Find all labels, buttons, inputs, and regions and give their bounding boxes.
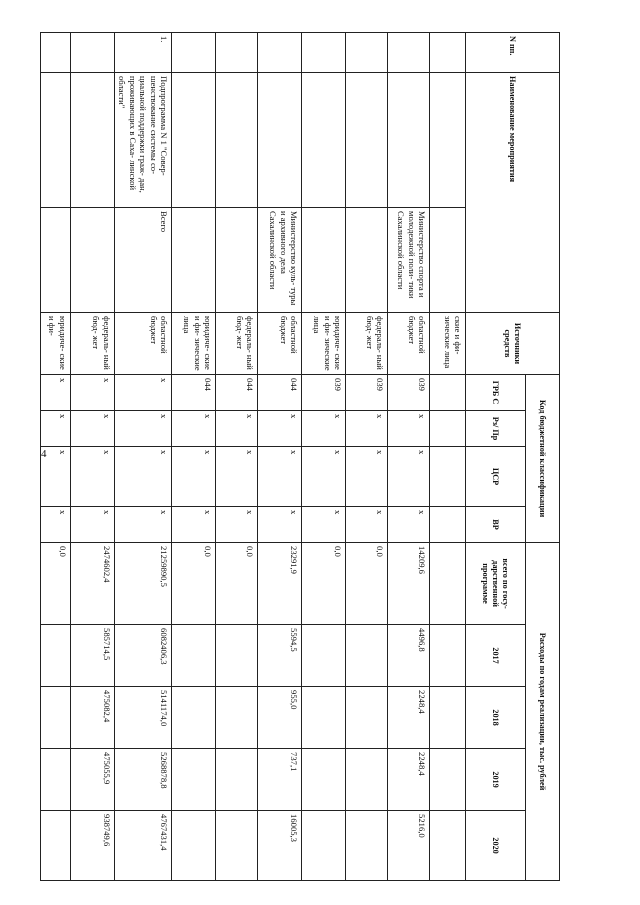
cell-name <box>346 73 388 208</box>
cell-source: областной бюджет <box>258 313 302 375</box>
cell-org <box>430 208 466 313</box>
cell-2019 <box>302 749 346 811</box>
cell-rzpr: х <box>172 411 216 447</box>
cell-name <box>258 73 302 208</box>
cell-rzpr: х <box>216 411 258 447</box>
cell-2020: 4767431,4 <box>114 811 171 881</box>
cell-org <box>216 208 258 313</box>
table-row <box>172 33 216 881</box>
cell-2017 <box>346 625 388 687</box>
cell-2018: 955,0 <box>258 687 302 749</box>
cell-2017: 6082406,3 <box>114 625 171 687</box>
header-2018: 2018 <box>466 687 526 749</box>
page-number: 4 <box>41 448 47 460</box>
cell-grbs: х <box>114 375 171 411</box>
cell-vr: х <box>346 507 388 543</box>
table-row <box>430 33 466 881</box>
cell-total: 0,0 <box>216 543 258 625</box>
cell-source: ские и фи- зические лица <box>430 313 466 375</box>
cell-vr: х <box>302 507 346 543</box>
cell-rzpr: х <box>302 411 346 447</box>
cell-grbs <box>430 375 466 411</box>
cell-2019 <box>430 749 466 811</box>
cell-csr: х <box>114 447 171 507</box>
table-row <box>114 33 171 881</box>
cell-num <box>70 33 114 73</box>
header-2020: 2020 <box>466 811 526 881</box>
cell-source: юридиче- ские и фи- зические лица <box>302 313 346 375</box>
cell-csr: х <box>216 447 258 507</box>
cell-num <box>346 33 388 73</box>
cell-org <box>70 208 114 313</box>
cell-rzpr: х <box>258 411 302 447</box>
cell-2020: 16005,3 <box>258 811 302 881</box>
cell-2017 <box>302 625 346 687</box>
cell-num <box>172 33 216 73</box>
cell-grbs: 039 <box>388 375 430 411</box>
cell-csr: х <box>40 447 70 507</box>
header-expenses: Расходы по годам реализации, тыс. рублей <box>526 543 560 881</box>
table-row <box>70 33 114 881</box>
budget-table <box>40 32 560 881</box>
cell-org <box>346 208 388 313</box>
cell-total: 2474602,4 <box>70 543 114 625</box>
cell-vr: х <box>388 507 430 543</box>
cell-2020 <box>430 811 466 881</box>
cell-source: федераль- ный бюд- жет <box>216 313 258 375</box>
table-row <box>40 33 70 881</box>
header-rzpr: Рз/ Пр <box>466 411 526 447</box>
cell-source: юридиче- ские и фи- зические лица <box>172 313 216 375</box>
cell-name <box>430 73 466 208</box>
cell-2020 <box>216 811 258 881</box>
cell-vr: х <box>114 507 171 543</box>
cell-org: Министерство куль- туры и архивного дела Сахалинской области <box>258 208 302 313</box>
cell-num <box>430 33 466 73</box>
cell-vr: х <box>258 507 302 543</box>
cell-total: 23291,9 <box>258 543 302 625</box>
cell-vr: х <box>70 507 114 543</box>
cell-org: Всего <box>114 208 171 313</box>
cell-total: 0,0 <box>172 543 216 625</box>
cell-2019 <box>172 749 216 811</box>
cell-num <box>258 33 302 73</box>
cell-2018: 475082,4 <box>70 687 114 749</box>
cell-total: 0,0 <box>346 543 388 625</box>
cell-2019 <box>216 749 258 811</box>
cell-total <box>430 543 466 625</box>
cell-grbs: 044 <box>172 375 216 411</box>
cell-org <box>302 208 346 313</box>
cell-2017 <box>40 625 70 687</box>
cell-2017: 585714,5 <box>70 625 114 687</box>
cell-source: областной бюджет <box>114 313 171 375</box>
header-vr: ВР <box>466 507 526 543</box>
cell-num: 1. <box>114 33 171 73</box>
cell-total: 0,0 <box>40 543 70 625</box>
header-budget-code: Код бюджетной классификации <box>526 375 560 543</box>
cell-org <box>172 208 216 313</box>
table-row <box>258 33 302 881</box>
cell-name <box>172 73 216 208</box>
cell-name: Подпрограмма N 1 "Совер- шенствование системы со- циальной поддержки граж- дан, проживающих в Саха- линской области" <box>114 73 171 208</box>
cell-name <box>302 73 346 208</box>
cell-grbs: 044 <box>216 375 258 411</box>
cell-grbs: 039 <box>346 375 388 411</box>
cell-2019: 737,1 <box>258 749 302 811</box>
cell-name <box>70 73 114 208</box>
cell-name <box>40 73 70 208</box>
cell-2017 <box>430 625 466 687</box>
cell-rzpr: х <box>346 411 388 447</box>
cell-num <box>388 33 430 73</box>
table-row <box>216 33 258 881</box>
cell-rzpr: х <box>114 411 171 447</box>
cell-2020 <box>346 811 388 881</box>
cell-2020: 938749,6 <box>70 811 114 881</box>
cell-2018 <box>346 687 388 749</box>
cell-2018 <box>40 687 70 749</box>
header-source: Источники средств <box>466 313 560 375</box>
header-2019: 2019 <box>466 749 526 811</box>
cell-2018: 2248,4 <box>388 687 430 749</box>
cell-2020 <box>302 811 346 881</box>
cell-2020 <box>40 811 70 881</box>
cell-2018 <box>302 687 346 749</box>
cell-source: областной бюджет <box>388 313 430 375</box>
cell-num <box>216 33 258 73</box>
cell-2017 <box>216 625 258 687</box>
cell-grbs: х <box>70 375 114 411</box>
cell-rzpr: х <box>70 411 114 447</box>
cell-total: 0,0 <box>302 543 346 625</box>
cell-2017: 5594,5 <box>258 625 302 687</box>
header-grbs: ГРБ С <box>466 375 526 411</box>
cell-2019: 2248,4 <box>388 749 430 811</box>
cell-vr: х <box>216 507 258 543</box>
cell-source: юридиче- ские и фи- <box>40 313 70 375</box>
cell-rzpr <box>430 411 466 447</box>
cell-total: 21259890,5 <box>114 543 171 625</box>
header-2017: 2017 <box>466 625 526 687</box>
cell-total: 14209,6 <box>388 543 430 625</box>
cell-csr: х <box>346 447 388 507</box>
table-row <box>346 33 388 881</box>
cell-source: федераль- ный бюд- жет <box>346 313 388 375</box>
cell-name <box>216 73 258 208</box>
cell-2018 <box>430 687 466 749</box>
cell-2018 <box>172 687 216 749</box>
cell-csr: х <box>302 447 346 507</box>
rotated-table-container <box>40 32 560 880</box>
cell-rzpr: х <box>40 411 70 447</box>
cell-grbs: 044 <box>258 375 302 411</box>
table-row <box>302 33 346 881</box>
cell-org: Министерство спорта и молодежной поли- тики Сахалинской области <box>388 208 430 313</box>
cell-2019: 475055,9 <box>70 749 114 811</box>
header-num: N пп. <box>466 33 560 73</box>
header-name: Наименование мероприятия <box>466 73 560 313</box>
cell-org <box>40 208 70 313</box>
cell-num <box>40 33 70 73</box>
cell-csr: х <box>258 447 302 507</box>
cell-source: федераль- ный бюд- жет <box>70 313 114 375</box>
header-csr: ЦСР <box>466 447 526 507</box>
cell-2019 <box>346 749 388 811</box>
cell-2019 <box>40 749 70 811</box>
cell-2018 <box>216 687 258 749</box>
cell-vr: х <box>172 507 216 543</box>
cell-csr: х <box>388 447 430 507</box>
cell-2018: 5141174,0 <box>114 687 171 749</box>
cell-vr: х <box>40 507 70 543</box>
cell-2019: 5268878,8 <box>114 749 171 811</box>
cell-rzpr: х <box>388 411 430 447</box>
cell-csr: х <box>70 447 114 507</box>
cell-grbs: 039 <box>302 375 346 411</box>
cell-2017: 4496,8 <box>388 625 430 687</box>
cell-csr: х <box>172 447 216 507</box>
header-total: всего по госу- дарственной программе <box>466 543 526 625</box>
cell-vr <box>430 507 466 543</box>
cell-num <box>302 33 346 73</box>
cell-grbs: х <box>40 375 70 411</box>
table-row <box>388 33 430 881</box>
cell-2020: 5216,0 <box>388 811 430 881</box>
cell-2017 <box>172 625 216 687</box>
cell-name <box>388 73 430 208</box>
cell-2020 <box>172 811 216 881</box>
cell-csr <box>430 447 466 507</box>
